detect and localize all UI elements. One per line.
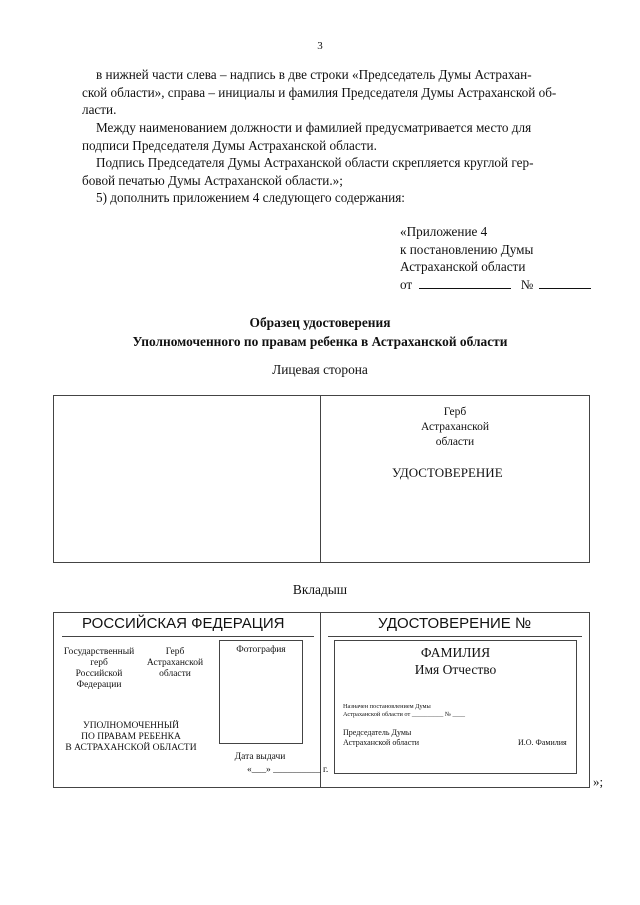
chairman-title-line-2: Астраханской области <box>343 738 420 747</box>
state-emblem-placeholder <box>58 647 140 691</box>
insert-left-title: РОССИЙСКАЯ ФЕДЕРАЦИЯ <box>82 615 285 632</box>
state-emblem-line-1: Государственный <box>63 647 135 657</box>
appendix-number-label: № <box>520 276 534 292</box>
appendix-from-label: от <box>400 276 413 292</box>
paragraph-3 <box>82 154 605 189</box>
region-emblem-line-3: области <box>159 669 191 679</box>
paragraph-4: 5) дополнить приложением 4 следующего содержания: <box>96 190 405 205</box>
region-emblem-line-2: Астраханской <box>146 658 204 668</box>
front-emblem-line-1: Герб <box>443 406 467 418</box>
closing-quote: »; <box>593 774 604 789</box>
appendix-line-2: к постановлению Думы <box>400 241 534 257</box>
paragraph-2 <box>82 119 605 154</box>
role-line-2: ПО ПРАВАМ РЕБЕНКА <box>81 732 181 742</box>
insert-right-divider <box>328 636 582 637</box>
holder-name-patronymic: Имя Отчество <box>414 662 497 677</box>
front-emblem-line-3: области <box>435 436 475 448</box>
appendix-line-4 <box>400 276 591 294</box>
number-blank <box>539 276 591 289</box>
appendix-line-3: Астраханской области <box>400 259 526 274</box>
front-emblem-line-2: Астраханской <box>420 421 489 433</box>
front-emblem-placeholder <box>390 405 520 450</box>
chairman-name: И.О. Фамилия <box>518 738 567 747</box>
paragraph-1 <box>82 66 605 119</box>
front-side-fold-line <box>320 395 321 563</box>
photo-label: Фотография <box>236 645 286 655</box>
insert-fold-line <box>320 612 321 788</box>
insert-right-title: УДОСТОВЕРЕНИЕ № <box>378 615 532 632</box>
appendix-line-1: «Приложение 4 <box>400 224 488 239</box>
heading-line-2: Уполномоченного по правам ребенка в Астраханской области <box>132 334 508 349</box>
state-emblem-line-2: герб <box>90 658 108 668</box>
heading-line-1: Образец удостоверения <box>249 315 391 330</box>
appointment-line-2: Астраханской области от __________ № ____ <box>343 711 466 718</box>
role-line-1: УПОЛНОМОЧЕННЫЙ <box>82 721 180 731</box>
issue-date-label: Дата выдачи <box>234 752 286 762</box>
role-title <box>56 721 206 754</box>
insert-caption: Вкладыш <box>292 582 348 597</box>
paragraph-2-line-1: Между наименованием должности и фамилией предусматривается место для <box>96 120 532 135</box>
paragraph-1-line-3: ласти. <box>82 102 117 117</box>
state-emblem-line-3: Российской <box>75 669 123 679</box>
paragraph-2-line-2: подписи Председателя Думы Астраханской области. <box>82 137 377 153</box>
front-side-caption: Лицевая сторона <box>272 362 368 377</box>
appendix-reference <box>400 223 591 293</box>
region-emblem-line-1: Герб <box>165 647 185 657</box>
insert-left-divider <box>62 636 314 637</box>
paragraph-1-line-1: в нижней части слева – надпись в две строки «Председатель Думы Астрахан- <box>96 67 532 82</box>
region-emblem-placeholder <box>140 647 210 680</box>
issue-date-value: «___» __________ г. <box>247 765 329 775</box>
front-card-title: УДОСТОВЕРЕНИЕ <box>392 465 503 480</box>
date-blank <box>419 276 511 289</box>
state-emblem-line-4: Федерации <box>76 680 122 690</box>
page-number: 3 <box>317 40 323 52</box>
paragraph-3-line-2: бовой печатью Думы Астраханской области.»; <box>82 172 343 188</box>
holder-surname: ФАМИЛИЯ <box>420 645 491 660</box>
role-line-3: В АСТРАХАНСКОЙ ОБЛАСТИ <box>65 743 197 753</box>
sample-heading <box>0 313 640 351</box>
paragraph-3-line-1: Подпись Председателя Думы Астраханской области скрепляется круглой гер- <box>96 155 534 170</box>
chairman-title-line-1: Председатель Думы <box>343 728 412 737</box>
paragraph-1-line-2: ской области», справа – инициалы и фамилия Председателя Думы Астраханской об- <box>82 84 557 100</box>
appointment-line-1: Назначен постановлением Думы <box>343 703 431 710</box>
